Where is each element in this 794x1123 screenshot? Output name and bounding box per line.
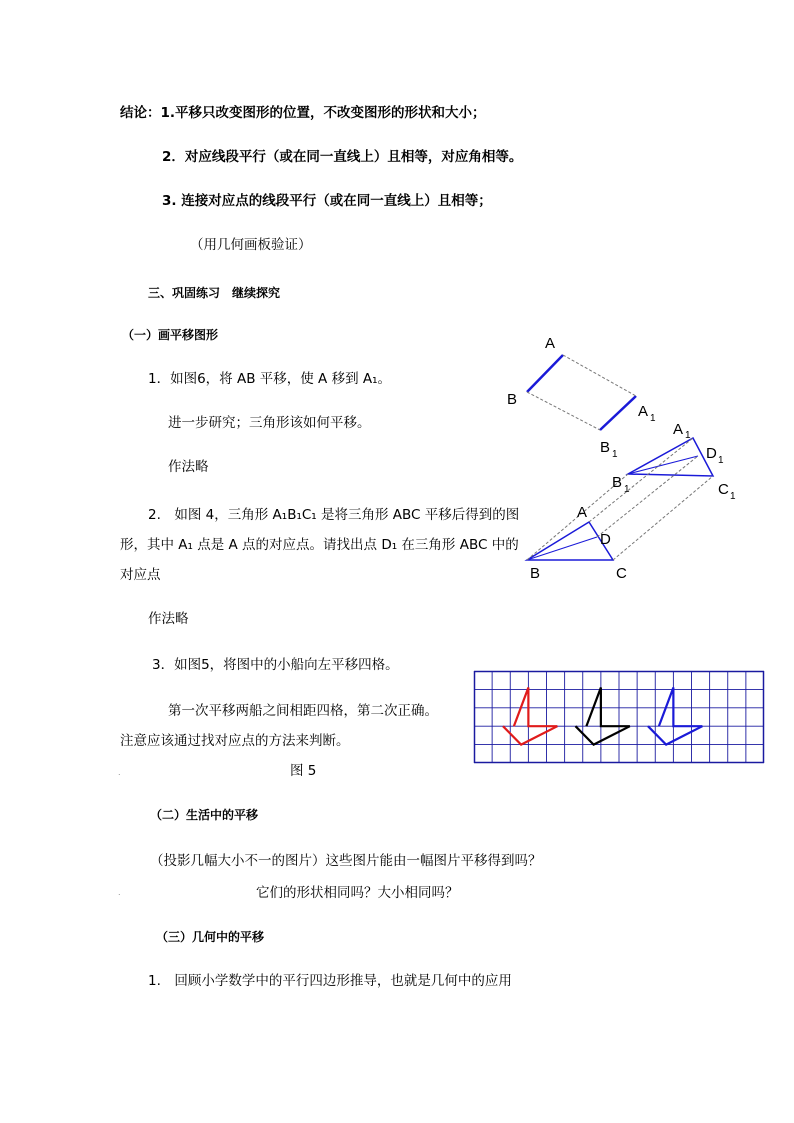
segment-AB: [527, 355, 563, 392]
boat-first-move-black-hull: [576, 726, 630, 744]
boat-second-move-blue-hull: [648, 726, 702, 744]
dashed-connector-A: [563, 355, 636, 396]
label-tri-D1: D: [706, 445, 717, 462]
question-2-line-2: 形，其中 A₁ 点是 A 点的对应点。请找出点 D₁ 在三角形 ABC 中的: [120, 537, 519, 553]
dashed-connector-DD1: [597, 456, 698, 537]
part2-heading: （二）生活中的平移: [150, 808, 259, 822]
label-tri-C1: C: [718, 481, 729, 498]
question-1: 1．如图6，将 AB 平移，使 A 移到 A₁。: [148, 371, 392, 387]
conclusion-line-2: 2．对应线段平行（或在同一直线上）且相等，对应角相等。: [162, 149, 523, 165]
segment-A1B1: [600, 396, 636, 430]
boat-original-red-hull: [503, 726, 557, 744]
question-2-method: 作法略: [148, 611, 189, 627]
segment-BD: [527, 537, 597, 560]
part3-item-1: 1. 回顾小学数学中的平行四边形推导，也就是几何中的应用: [148, 973, 512, 989]
boat-grid-figure: [474, 671, 764, 763]
label-tri-B1: B: [612, 474, 623, 491]
label-tri-B1-sub: 1: [624, 484, 630, 495]
boat-first-move-black-sail: [586, 688, 630, 727]
label-tri-A1-sub: 1: [685, 430, 691, 441]
question-2-line-3: 对应点: [120, 567, 161, 583]
label-B1-sub: 1: [612, 449, 618, 460]
question-3-note-2: 注意应该通过找对应点的方法来判断。: [120, 733, 350, 749]
question-3-note-1: 第一次平移两船之间相距四格，第二次正确。: [168, 703, 438, 719]
label-B1: B: [600, 439, 611, 456]
label-tri-C: C: [616, 565, 627, 582]
section-heading: 三、巩固练习 继续探究: [148, 286, 281, 300]
label-tri-D: D: [600, 531, 611, 548]
question-1-followup: 进一步研究；三角形该如何平移。: [168, 415, 371, 431]
dashed-connector-B: [527, 392, 600, 430]
label-tri-C1-sub: 1: [730, 491, 736, 502]
stray-dot: .: [118, 768, 121, 777]
conclusion-line-1: 结论：1.平移只改变图形的位置，不改变图形的形状和大小；: [120, 105, 486, 121]
label-tri-A: A: [577, 504, 588, 521]
label-A1: A: [638, 403, 649, 420]
label-tri-A1: A: [673, 421, 684, 438]
part3-heading: （三）几何中的平移: [156, 930, 265, 944]
part1-heading: （一）画平移图形: [122, 328, 219, 342]
boat-original-red-sail: [514, 688, 558, 727]
label-B: B: [507, 391, 518, 408]
figure-5-caption: 图 5: [290, 763, 317, 779]
stray-dot: .: [118, 888, 121, 897]
question-1-method: 作法略: [168, 459, 209, 475]
boats: [503, 688, 702, 745]
part2-line-2: 它们的形状相同吗？大小相同吗？: [256, 885, 459, 901]
part2-line-1: （投影几幅大小不一的图片）这些图片能由一幅图片平移得到吗？: [150, 853, 542, 869]
verify-note: （用几何画板验证）: [190, 237, 312, 253]
question-3: 3．如图5，将图中的小船向左平移四格。: [152, 657, 399, 673]
question-2-line-1: 2. 如图 4，三角形 A₁B₁C₁ 是将三角形 ABC 平移后得到的图: [148, 507, 520, 523]
boat-second-move-blue-sail: [659, 688, 703, 727]
label-tri-D1-sub: 1: [718, 455, 724, 466]
label-tri-B: B: [530, 565, 541, 582]
label-A: A: [545, 335, 556, 352]
conclusion-line-3: 3. 连接对应点的线段平行（或在同一直线上）且相等；: [162, 193, 492, 209]
label-A1-sub: 1: [650, 413, 656, 424]
